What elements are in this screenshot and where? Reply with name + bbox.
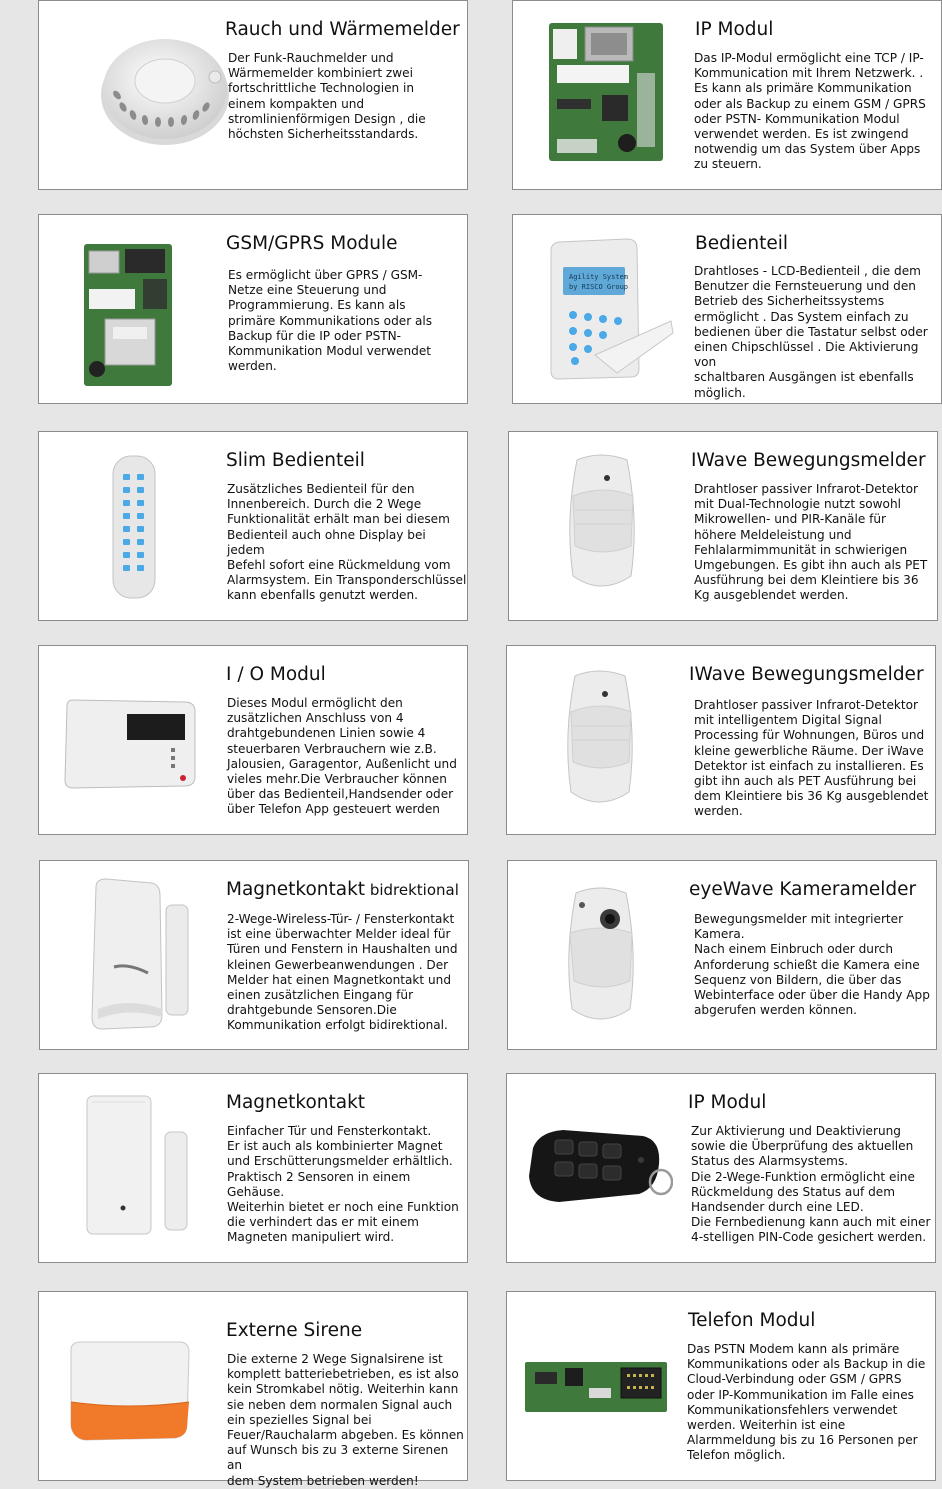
keypad-screen-line1: Agility System — [569, 273, 629, 281]
product-description: Dieses Modul ermöglicht den zusätzlichen Anschluss von 4 drahtgebundenen Linien sowie 4 steuerbaren Verbrauchern wie z.B. Jalousien, Garagentor, Außenlicht und vieles mehr.Die Verbraucher können über das Bedienteil,Handsender oder über Telefon App gesteuert werden — [227, 696, 457, 817]
smoke-detector-icon — [95, 29, 235, 147]
product-description: Die externe 2 Wege Signalsirene ist komplett batteriebetrieben, es ist also kein Stromkabel nötig. Weiterhin kann sie neben dem normalen Signal auch ein spezielles Signal bei Feuer/Rauchalarm abgeben. Es können auf Wunsch bis zu 3 externe Sirenen an dem System betrieben werden! — [227, 1352, 464, 1488]
product-description: Das PSTN Modem kann als primäre Kommunikations oder als Backup in die Cloud-Verbindung oder GSM / GPRS oder IP-Kommunikation im Falle eines Kommunikationsfehlers verwendet werden. Weiterhin ist eine Alarmmeldung bis zu 16 Personen per Telefon möglich. — [687, 1342, 926, 1463]
slim-keypad-icon — [109, 454, 159, 600]
product-title-main: Magnetkontakt — [226, 879, 366, 900]
product-description: Einfacher Tür und Fensterkontakt. Er ist auch als kombinierter Magnet und Erschütterungsmelder erhältlich. Praktisch 2 Sensoren in einem Gehäuse. Weiterhin bietet er noch eine Funktion die verhindert das er mit einem Magneten manipuliert wird. — [227, 1124, 459, 1245]
keypad-screen-line2: by RISCO Group — [569, 283, 629, 291]
product-description: Drahtloses - LCD-Bedienteil , die dem Benutzer die Fernsteuerung und den Betrieb des Sicherheitssystems ermöglicht . Das System einfach zu bedienen über die Tastatur selbst oder einen Chipschlüssel . Die Aktivierung von schaltbaren Ausgängen ist ebenfalls möglich. — [694, 264, 928, 400]
product-title-suffix: bidrektional — [365, 881, 459, 899]
product-card-door-contact-bidirectional — [39, 860, 469, 1050]
camera-detector-icon — [560, 883, 642, 1029]
product-description: Bewegungsmelder mit integrierter Kamera. Nach einem Einbruch oder durch Anforderung schießt die Kamera eine Sequenz von Bildern, die über das Webinterface oder über die Handy App abgerufen werden können. — [694, 912, 930, 1018]
product-title: IP Modul — [688, 1092, 767, 1113]
product-card-magnetic-contact — [38, 1073, 468, 1263]
product-card-keypad — [512, 214, 942, 404]
product-description: Drahtloser passiver Infrarot-Detektor mit intelligentem Digital Signal Processing für Wohnungen, Büros und kleine gewerbliche Räume. Der iWave Detektor ist einfach zu installieren. Es gibt ihn auch als PET Ausführung bei dem Kleintiere bis 36 Kg ausgeblendet werden. — [694, 698, 929, 819]
product-description: Zur Aktivierung und Deaktivierung sowie die Überprüfung des aktuellen Status des Alarmsystems. Die 2-Wege-Funktion ermöglicht eine Rückmeldung des Status auf dem Handsender durch eine LED. Die Fernbedienung kann auch mit einer 4-stelligen PIN-Code gesichert werden. — [691, 1124, 931, 1245]
product-title: Slim Bedienteil — [226, 450, 365, 471]
product-description: Drahtloser passiver Infrarot-Detektor mit Dual-Technologie nutzt sowohl Mikrowellen- und PIR-Kanäle für höhere Meldeleistung und Fehlalarmimmunität in schwierigen Umgebungen. Es gibt ihn auch als PET Ausführung bei dem Kleintiere bis 36 Kg ausgeblendet werden. — [694, 482, 928, 603]
product-title: Telefon Modul — [688, 1310, 816, 1331]
product-card-iwave-2 — [506, 645, 936, 835]
product-description: 2-Wege-Wireless-Tür- / Fensterkontakt ist eine überwachter Melder ideal für Türen und Fenstern in Haushalten und kleinen Gewerbeanwendungen . Der Melder hat einen Magnetkontakt und einen zusätzlichen Eingang für drahtgebunde Sensoren.Die Kommunikation erfolgt bidirektional. — [227, 912, 458, 1033]
product-title: IWave Bewegungsmelder — [691, 450, 926, 471]
external-siren-icon — [65, 1340, 195, 1446]
product-card-telephone-module — [506, 1291, 936, 1481]
product-title: I / O Modul — [226, 664, 326, 685]
product-title: IP Modul — [695, 19, 774, 40]
door-contact-icon — [88, 877, 198, 1033]
product-description: Es ermöglicht über GPRS / GSM- Netze eine Steuerung und Programmierung. Es kann als primäre Kommunikations oder als Backup für die IP oder PSTN- Kommunikation Modul verwendet werden. — [228, 268, 433, 374]
product-title: IWave Bewegungsmelder — [689, 664, 924, 685]
gsm-module-board-icon — [83, 243, 173, 387]
product-card-ip-module — [512, 0, 942, 190]
product-card-smoke-detector — [38, 0, 468, 190]
remote-keyfob-icon — [523, 1124, 673, 1210]
product-card-io-module — [38, 645, 468, 835]
product-title: Magnetkontakt — [226, 1092, 366, 1113]
product-description: Zusätzliches Bedienteil für den Innenbereich. Durch die 2 Wege Funktionalität erhält man bei diesem Bedienteil auch ohne Display bei jedem Befehl sofort eine Rückmeldung vom Alarmsystem. Ein Transponderschlüssel kann ebenfalls genutzt werden. — [227, 482, 467, 603]
product-title: eyeWave Kameramelder — [689, 879, 917, 900]
motion-detector-icon — [559, 666, 641, 812]
product-card-remote-keyfob — [506, 1073, 936, 1263]
motion-detector-icon — [561, 450, 643, 596]
product-card-eyewave-camera — [507, 860, 937, 1050]
product-title — [226, 879, 459, 900]
product-title: GSM/GPRS Module — [226, 233, 398, 254]
product-title: Bedienteil — [695, 233, 788, 254]
product-card-gsm-module — [38, 214, 468, 404]
lcd-keypad-icon — [543, 237, 675, 381]
magnetic-contact-icon — [83, 1092, 193, 1238]
product-card-external-siren — [38, 1291, 468, 1488]
product-description: Das IP-Modul ermöglicht eine TCP / IP- Kommunication mit Ihrem Netzwerk. . Es kann als primäre Kommunikation oder als Backup zu einem GSM / GPRS oder PSTN- Kommunikation Modul verwendet werden. Es ist zwingend notwendig um das System über Apps zu steuern. — [694, 51, 926, 172]
io-module-icon — [59, 698, 201, 790]
product-description: Der Funk-Rauchmelder und Wärmemelder kombiniert zwei fortschrittliche Technologien in einem kompakten und stromlinienförmigen Design , die höchsten Sicherheitsstandards. — [228, 51, 426, 142]
product-card-slim-keypad — [38, 431, 468, 621]
product-card-iwave-1 — [508, 431, 938, 621]
product-title: Rauch und Wärmemelder — [225, 19, 460, 40]
ip-module-board-icon — [547, 21, 665, 163]
product-title: Externe Sirene — [226, 1320, 363, 1341]
telephone-module-board-icon — [523, 1358, 669, 1418]
